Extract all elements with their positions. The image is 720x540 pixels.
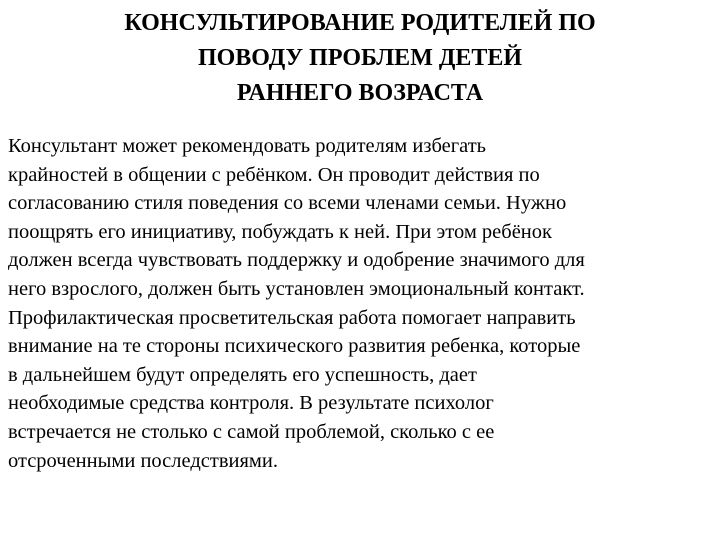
body-line: встречается не столько с самой проблемой, сколько с ее — [8, 420, 495, 443]
title-line: ПОВОДУ ПРОБЛЕМ ДЕТЕЙ — [197, 45, 523, 71]
title-line: РАННЕГО ВОЗРАСТА — [236, 80, 484, 106]
body-line: согласованию стиля поведения со всеми членами семьи. Нужно — [8, 192, 567, 215]
title-line: КОНСУЛЬТИРОВАНИЕ РОДИТЕЛЕЙ ПО — [124, 10, 596, 36]
body-line: отсроченными последствиями. — [8, 449, 278, 472]
body-line: внимание на те стороны психического развития ребенка, которые — [8, 335, 581, 358]
body-line: необходимые средства контроля. В результате психолог — [8, 392, 494, 415]
body-line: должен всегда чувствовать поддержку и одобрение значимого для — [8, 249, 585, 272]
body-line: крайностей в общении с ребёнком. Он проводит действия по — [8, 163, 540, 186]
body-line: него взрослого, должен быть установлен эмоциональный контакт. — [8, 277, 585, 300]
body-paragraph — [8, 132, 714, 475]
body-line: поощрять его инициативу, побуждать к ней. При этом ребёнок — [8, 220, 552, 243]
body-line: Консультант может рекомендовать родителям избегать — [8, 135, 486, 157]
body-line: Профилактическая просветительская работа помогает направить — [8, 306, 576, 329]
slide-title — [0, 6, 720, 111]
body-line: в дальнейшем будут определять его успешность, дает — [8, 363, 477, 386]
